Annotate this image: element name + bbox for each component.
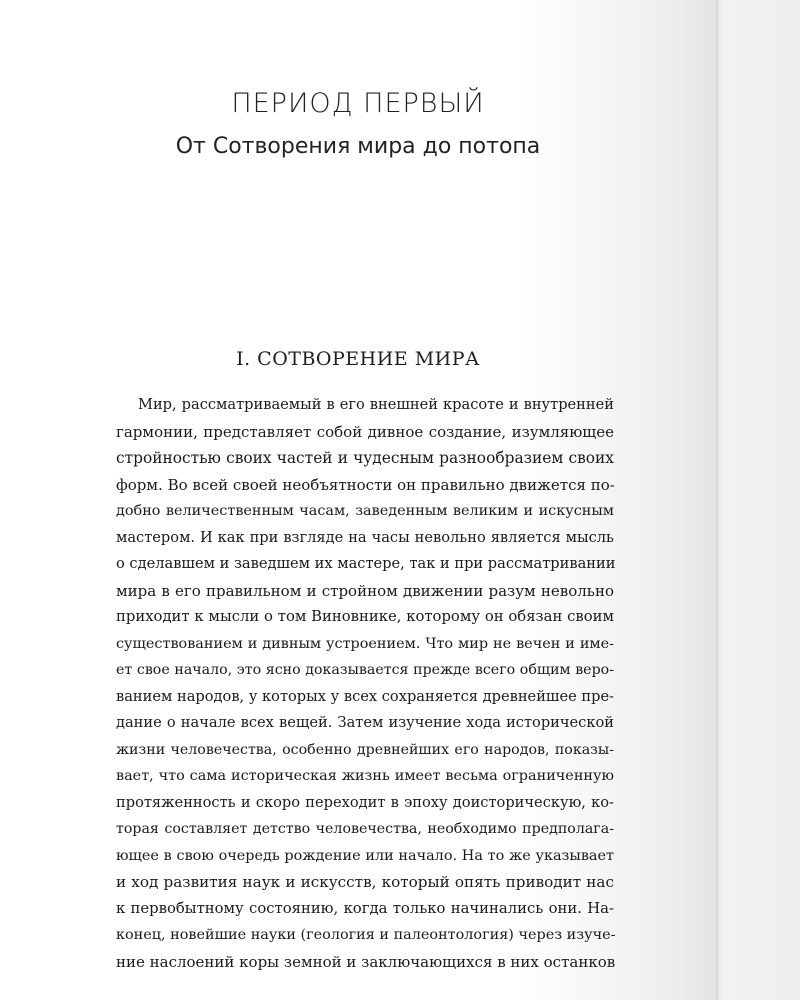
text-line: протяженность и скоро переходит в эпоху доисторическую, ко- (116, 793, 614, 811)
page-edge (716, 0, 718, 1000)
text-line: мира в его правильном и стройном движении разум невольно (116, 581, 614, 600)
text-line: мастером. И как при взгляде на часы невольно является мысль (116, 528, 614, 546)
text-line: ние наслоений коры земной и заключающихся в них останков (116, 952, 616, 971)
text-line: стройностью своих частей и чудесным разнообразием своих (116, 449, 614, 467)
text-line: вает, что сама историческая жизнь имеет весьма ограниченную (116, 768, 614, 784)
text-line: к первобытному состоянию, когда только начинались они. На- (116, 899, 614, 917)
text-line: добно величественным часам, заведенным великим и искусным (116, 503, 614, 519)
text-line: приходит к мысли о том Виновнике, которому он обязан своим (116, 608, 614, 625)
text-line: торая составляет детство человечества, необходимо предполага- (116, 821, 614, 837)
text-line: ванием народов, у которых у всех сохраняется древнейшее пре- (116, 687, 615, 705)
text-line: жизни человечества, особенно древнейших его народов, показы- (116, 741, 614, 758)
text-line: о сделавшем и заведшем их мастере, так и при рассматривании (116, 555, 616, 572)
text-line: дание о начале всех вещей. Затем изучение хода исторической (116, 714, 614, 731)
text-line: и ход развития наук и искусств, который опять приводит нас (116, 873, 614, 891)
text-line: форм. Во всей своей необъятности он правильно движется по- (116, 475, 615, 494)
text-line: существованием и дивным устроением. Что мир не вечен и име- (116, 635, 614, 652)
period-subtitle: От Сотворения мира до потопа (175, 134, 541, 159)
body-text (116, 392, 614, 975)
text-line: гармонии, представляет собой дивное создание, изумляющее (116, 422, 614, 441)
text-line: ет свое начало, это ясно доказывается прежде всего общим веро- (116, 662, 614, 678)
period-title: ПЕРИОД ПЕРВЫЙ (231, 88, 485, 119)
text-line: конец, новейшие науки (геология и палеонтология) через изуче- (116, 927, 616, 943)
text-line: ющее в свою очередь рождение или начало. На то же указывает (116, 847, 614, 864)
text-line: Мир, рассматриваемый в его внешней красоте и внутренней (138, 396, 614, 413)
chapter-heading: I. СОТВОРЕНИЕ МИРА (236, 348, 480, 370)
